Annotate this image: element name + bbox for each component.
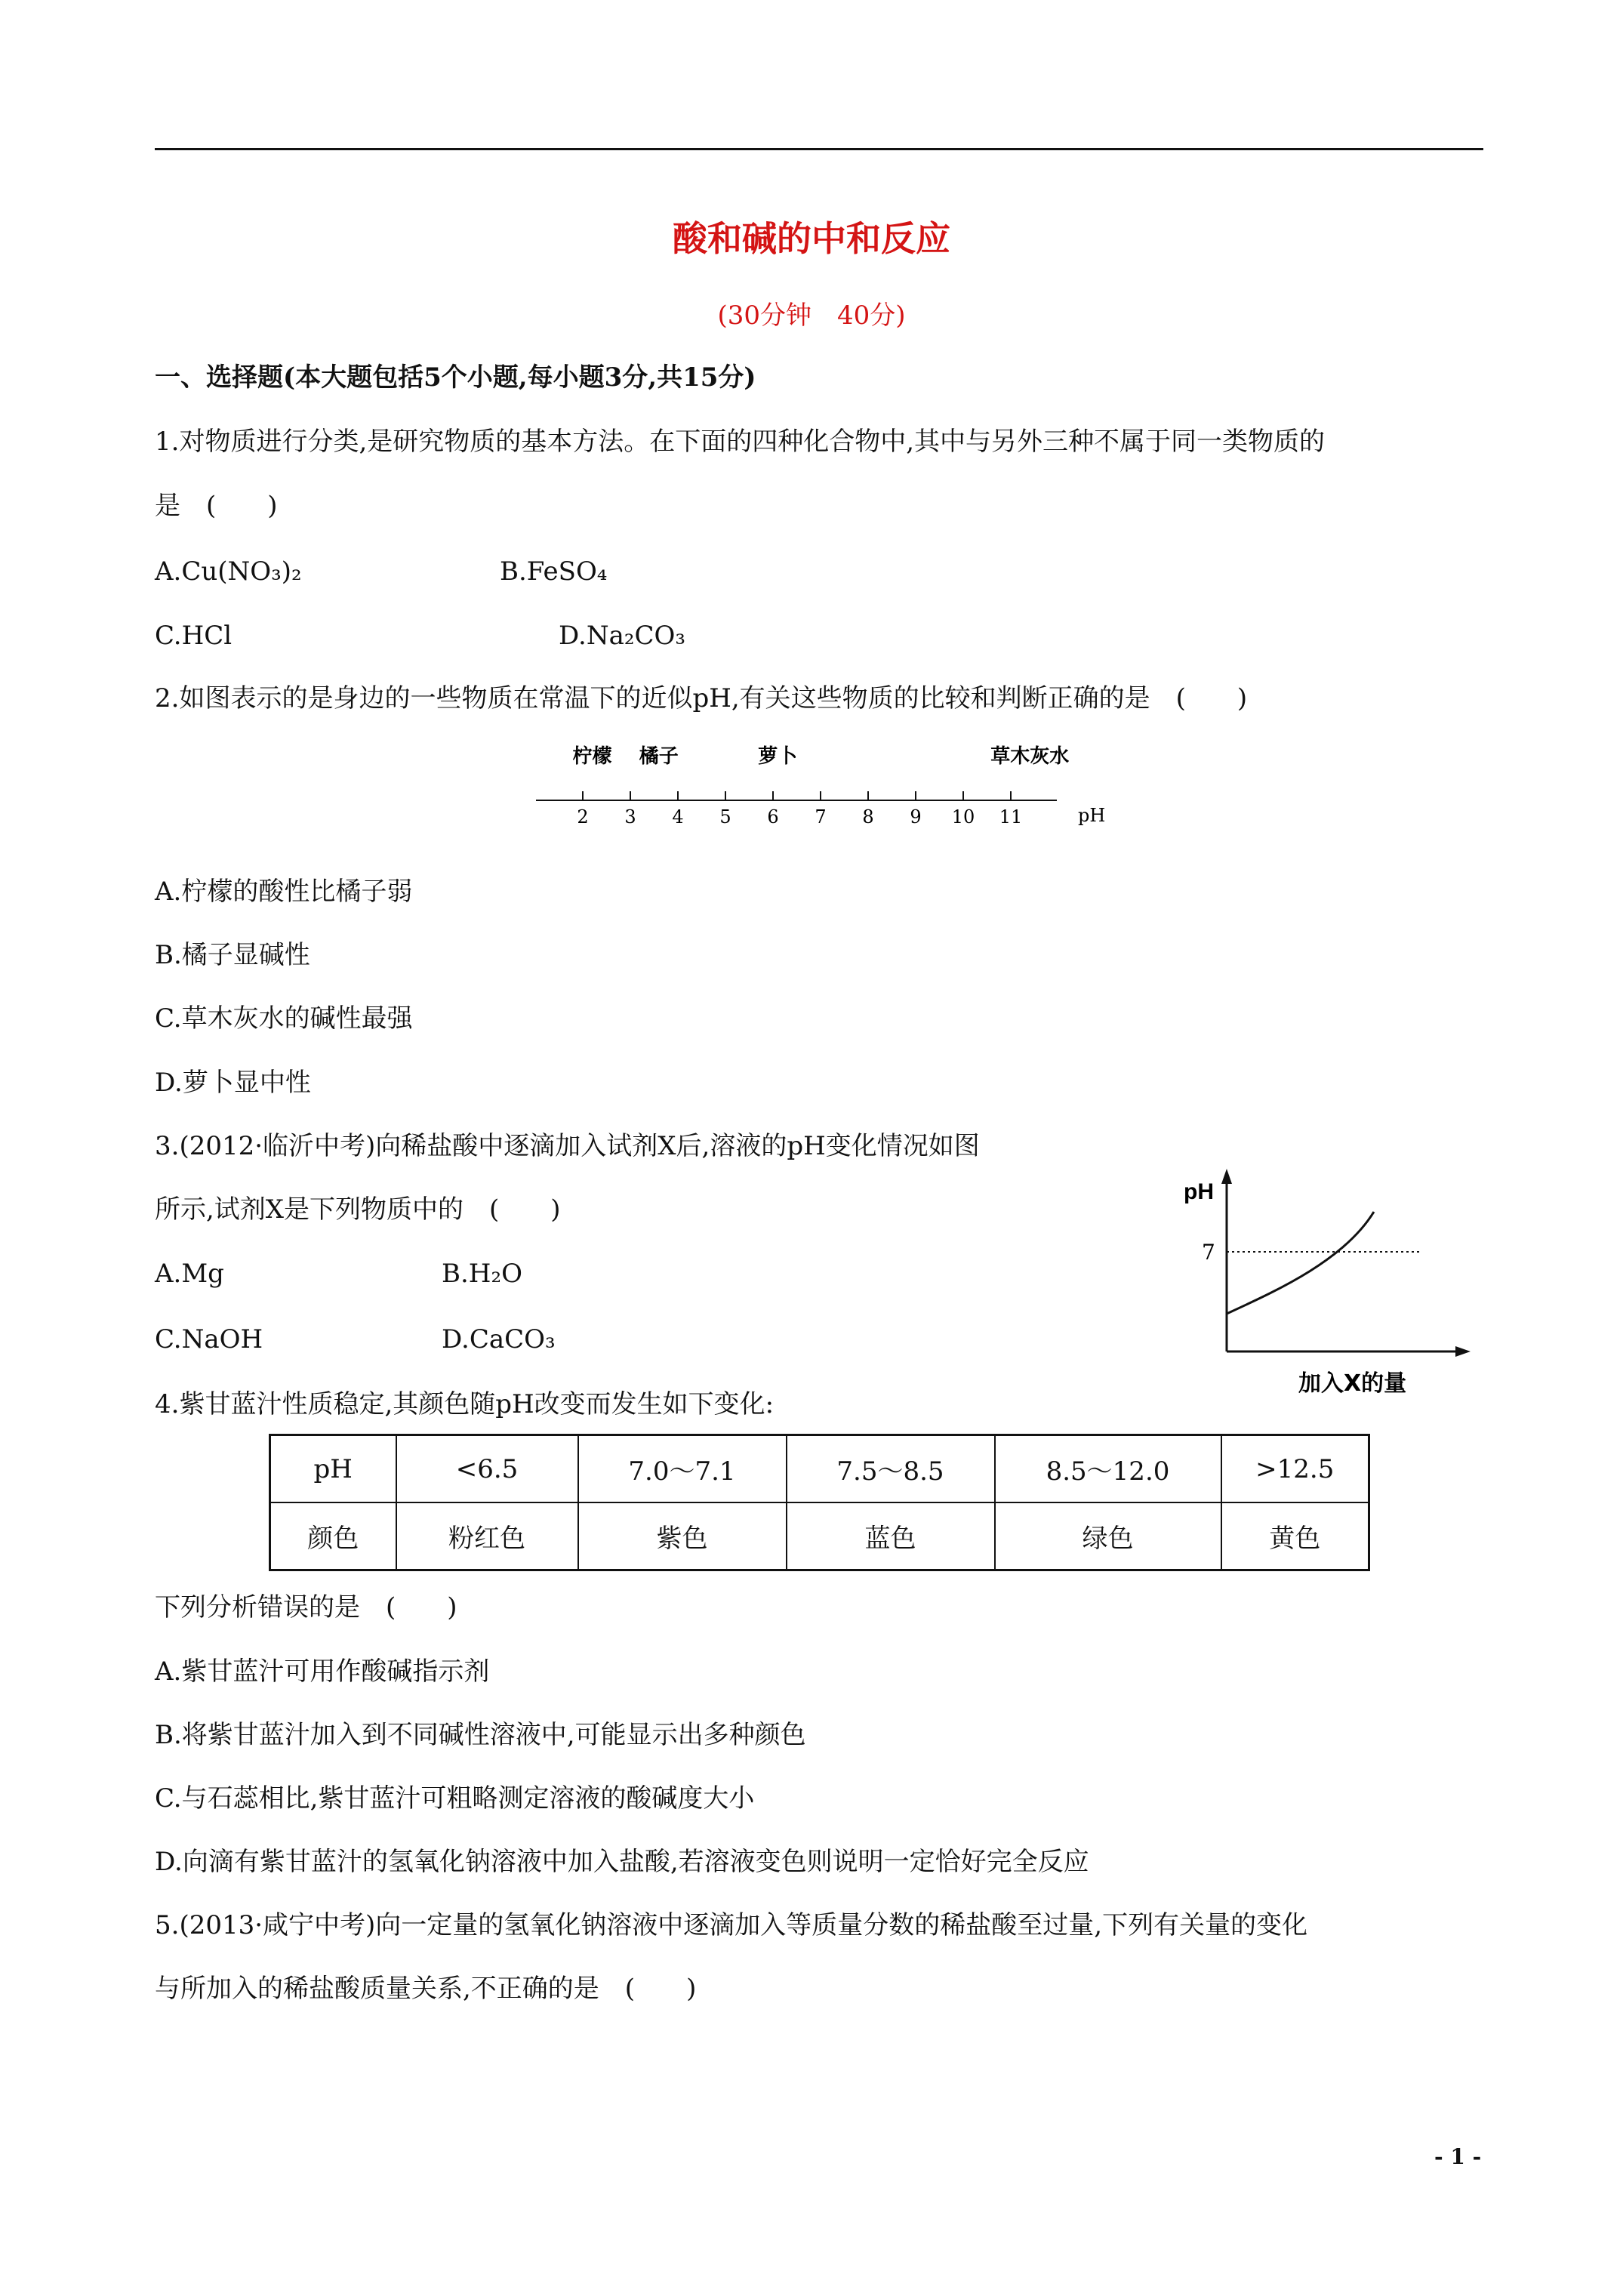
graph-y-label: pH [1184, 1179, 1214, 1204]
q2-option-b: B.橘子显碱性 [155, 940, 310, 970]
graph-y-arrow [1221, 1169, 1232, 1184]
ph-curve-graph [1163, 1163, 1487, 1404]
ph-tick-label: 9 [910, 806, 922, 827]
graph-x-arrow [1455, 1346, 1471, 1357]
q1-stem-line1: 1.对物质进行分类,是研究物质的基本方法。在下面的四种化合物中,其中与另外三种不属于同一类物质的 [155, 427, 1326, 457]
table-cell: 8.5～12.0 [995, 1435, 1221, 1503]
q4-option-a: A.紫甘蓝汁可用作酸碱指示剂 [155, 1657, 490, 1687]
q3-stem-line2: 所示,试剂X是下列物质中的 ( ) [155, 1194, 561, 1225]
ph-tick-label: 6 [767, 806, 779, 827]
table-cell: 蓝色 [787, 1502, 995, 1570]
ph-tick-label: 2 [577, 806, 589, 827]
ph-substance-label: 橘子 [639, 745, 679, 768]
header-rule [155, 148, 1483, 150]
ph-substance-label: 草木灰水 [990, 745, 1070, 768]
page-title: 酸和碱的中和反应 [673, 218, 950, 259]
graph-x-label: 加入X的量 [1298, 1370, 1407, 1397]
q1-option-b: B.FeSO₄ [500, 556, 608, 587]
table-cell: 粉红色 [396, 1502, 578, 1570]
ph-tick-label: 10 [951, 806, 975, 827]
section-heading: 一、选择题(本大题包括5个小题,每小题3分,共15分) [155, 362, 756, 393]
page-number: - 1 - [1434, 2144, 1482, 2169]
table-cell: pH [270, 1435, 396, 1503]
q3-option-b: B.H₂O [442, 1259, 522, 1289]
time-score-subtitle: (30分钟 40分) [717, 300, 906, 331]
graph-ref-label: 7 [1202, 1240, 1215, 1265]
q4-option-c: C.与石蕊相比,紫甘蓝汁可粗略测定溶液的酸碱度大小 [155, 1783, 755, 1814]
table-cell: 7.0～7.1 [578, 1435, 787, 1503]
ph-tick-label: 8 [862, 806, 874, 827]
ph-substance-label: 萝卜 [758, 745, 798, 768]
table-cell: 颜色 [270, 1502, 396, 1570]
table-cell: >12.5 [1221, 1435, 1369, 1503]
ph-unit-label: pH [1078, 805, 1106, 826]
q1-option-c: C.HCl [155, 621, 233, 651]
table-cell: 绿色 [995, 1502, 1221, 1570]
q3-option-d: D.CaCO₃ [442, 1324, 556, 1354]
ph-substance-label: 柠檬 [572, 745, 612, 768]
q2-option-c: C.草木灰水的碱性最强 [155, 1003, 413, 1034]
table-cell: 紫色 [578, 1502, 787, 1570]
cabbage-color-table [269, 1434, 1370, 1571]
q4-question: 下列分析错误的是 ( ) [155, 1592, 457, 1623]
q1-stem-line2: 是 ( ) [155, 491, 278, 521]
q5-stem-line2: 与所加入的稀盐酸质量关系,不正确的是 ( ) [155, 1974, 697, 2004]
ph-tick-label: 7 [815, 806, 827, 827]
q3-option-a: A.Mg [155, 1259, 224, 1289]
ph-scale-figure [528, 732, 1117, 838]
table-row-ph [270, 1435, 1369, 1503]
ph-tick-label: 3 [624, 806, 636, 827]
q2-option-d: D.萝卜显中性 [155, 1068, 311, 1098]
q2-option-a: A.柠檬的酸性比橘子弱 [155, 877, 413, 907]
q4-stem: 4.紫甘蓝汁性质稳定,其颜色随pH改变而发生如下变化: [155, 1389, 775, 1419]
ph-tick-label: 4 [672, 806, 684, 827]
q3-stem-line1: 3.(2012·临沂中考)向稀盐酸中逐滴加入试剂X后,溶液的pH变化情况如图 [155, 1131, 980, 1161]
table-cell: <6.5 [396, 1435, 578, 1503]
ph-tick-label: 5 [719, 806, 731, 827]
ph-tick-label: 11 [999, 806, 1023, 827]
ph-curve [1227, 1212, 1374, 1314]
table-cell: 7.5～8.5 [787, 1435, 995, 1503]
q5-stem-line1: 5.(2013·咸宁中考)向一定量的氢氧化钠溶液中逐滴加入等质量分数的稀盐酸至过量,下列有关量的变化 [155, 1910, 1308, 1940]
q2-stem: 2.如图表示的是身边的一些物质在常温下的近似pH,有关这些物质的比较和判断正确的是 ( ) [155, 683, 1248, 713]
table-cell: 黄色 [1221, 1502, 1369, 1570]
q3-option-c: C.NaOH [155, 1324, 263, 1354]
q1-option-d: D.Na₂CO₃ [559, 621, 686, 651]
table-row-color [270, 1502, 1369, 1570]
q1-option-a: A.Cu(NO₃)₂ [155, 556, 302, 587]
q4-option-b: B.将紫甘蓝汁加入到不同碱性溶液中,可能显示出多种颜色 [155, 1720, 806, 1750]
q4-option-d: D.向滴有紫甘蓝汁的氢氧化钠溶液中加入盐酸,若溶液变色则说明一定恰好完全反应 [155, 1847, 1089, 1877]
